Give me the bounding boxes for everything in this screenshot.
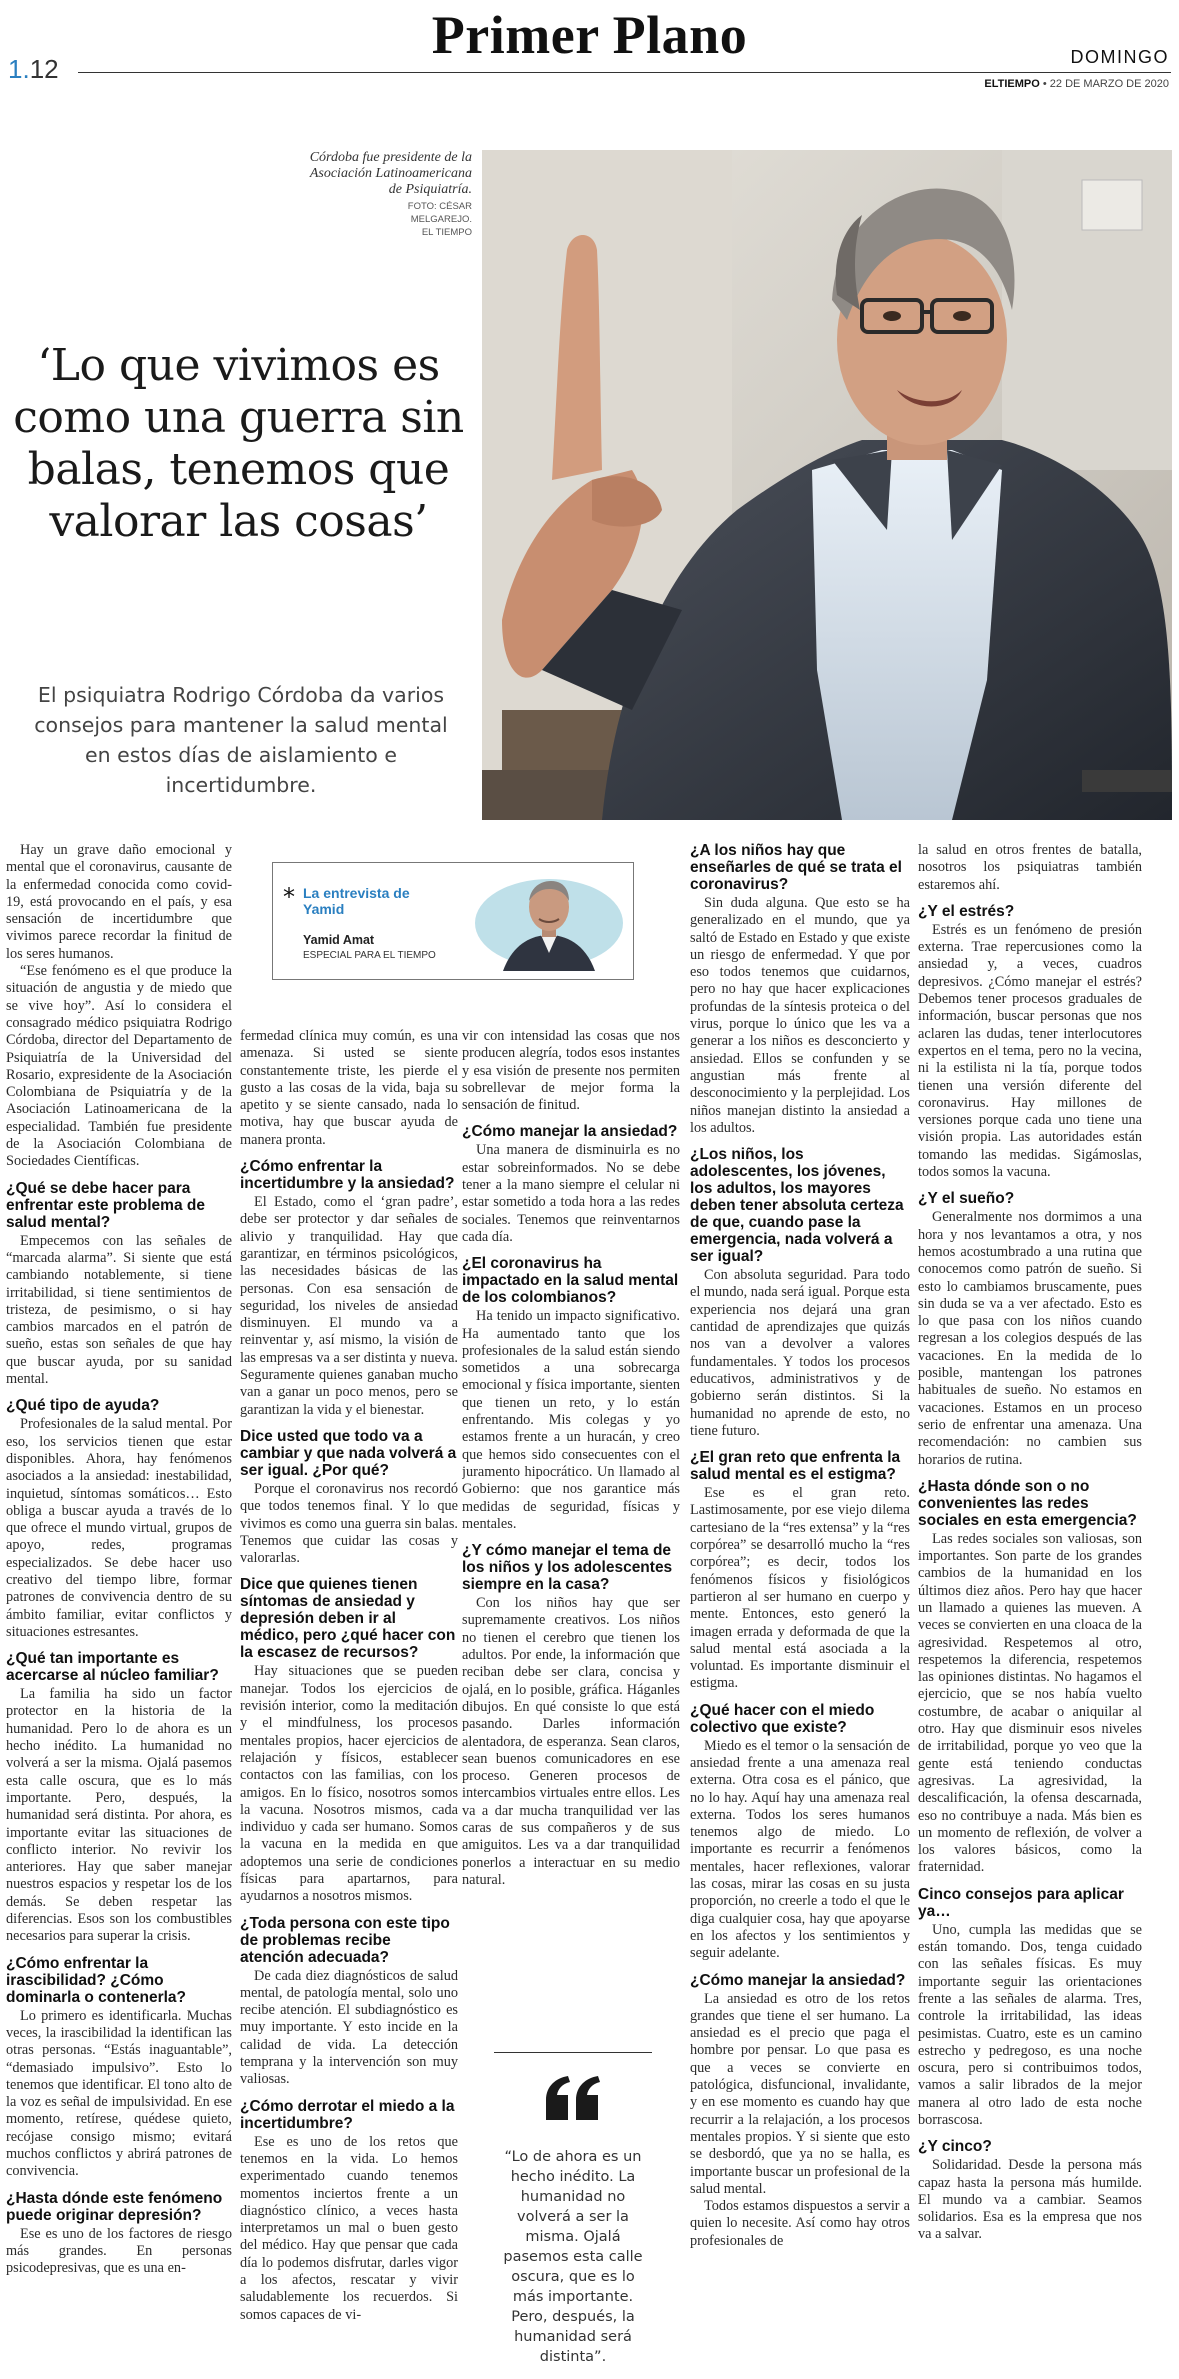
answer-paragraph: Uno, cumpla las medidas que se están tomando. Dos, tenga cuidado con las señales físicas. Es muy importante seguir las orientaciones frente a las señales de alarma. Tres, controle la irritabilidad, las ideas pesimistas. Cuatro, este es un camino estrecho y pedregoso, es una noche oscura, pero si contribuimos todos, vamos a salir librados de la mejor manera al otro lado de esta noche borrascosa. bbox=[918, 1921, 1142, 2128]
answer-paragraph: Con los niños hay que ser supremamente creativos. Los niños no tienen el cerebro que tienen los adultos. Por ende, la información que reciban debe ser clara, concisa y ojalá, en lo posible, gráfica. Háganles dibujos. En qué consiste lo que está pasando. Darles información alentadora, de esperanza. Sean claros, sean buenos comunicadores en ese proceso. Generen procesos de intercambios virtuales entre ellos. Les va a dar mucha tranquilidad ver las caras de sus compañeros y de sus amiguitos. Les va a dar tranquilidad ponerlos a interactuar en su medio natural. bbox=[462, 1595, 680, 1888]
answer-paragraph: Generalmente nos dormimos a una hora y nos levantamos a otra, y nos hemos acostumbrado a una rutina que conocemos como patrón de sueño. Si esto lo cambiamos bruscamente, pues sin duda se va a ver afectado. Esto es lo que pasa con los niños cuando regresan a los colegios después de las vacaciones. En la medida de lo posible, mantengan los patrones habituales de sueño. No estamos en vacaciones. Estamos en un proceso serio de enfrentar una amenaza. Una recomendación: no cambien sus horarios de rutina. bbox=[918, 1209, 1142, 1468]
pull-quote-text: “Lo de ahora es un hecho inédito. La humanidad no volverá a ser la misma. Ojalá pasemos esta calle oscura, que es lo más importante. Pero, después, la humanidad será distinta”. bbox=[503, 2149, 643, 2365]
answer-paragraph: La familia ha sido un factor protector en la historia de la humanidad. Pero lo de ahora es un hecho inédito. La humanidad no volverá a ser la misma. Ojalá pasemos esta calle oscura, que es lo más importante. Pero, después, la humanidad será distinta. Por ahora, es importante evitar las situaciones de conflicto interior. No revivir los anteriores. Hay que saber manejar nuestros espacios y respetar los de los demás. Se deben respetar las diferencias. Esos son los combustibles necesarios para superar la crisis. bbox=[6, 1686, 232, 1945]
dek: El psiquiatra Rodrigo Córdoba da varios consejos para mantener la salud mental en estos días de aislamiento e incertidumbre. bbox=[34, 683, 448, 797]
photo-credit bbox=[300, 200, 472, 239]
answer-paragraph: Hay un grave daño emocional y mental que el coronavirus, causante de la enfermedad conocida como covid-19, está provocando en el país, y esa sensación de incertidumbre que vivimos parece recordar la finitud de los seres humanos. bbox=[6, 842, 232, 962]
answer-paragraph: Porque el coronavirus nos recordó que todos tenemos final. Y lo que vivimos es como una guerra sin balas. Tenemos que cuidar las cosas y valorarlas. bbox=[240, 1480, 458, 1567]
credit-line: EL TIEMPO bbox=[421, 227, 472, 238]
answer-paragraph: Profesionales de la salud mental. Por eso, los servicios tienen que estar disponibles. Ahora, hay fenómenos asociados a la ansiedad: inestabilidad, inquietud, síntomas somáticos… Esto obliga a buscar ayuda a través de lo que ofrece el mundo virtual, grupos de apoyo, redes, programas especializados. Se debe hacer uso creativo del tiempo libre, formar patrones de convivencia dentro de su ámbito familiar, evitar conflictos y situaciones estresantes. bbox=[6, 1416, 232, 1640]
answer-paragraph: Ese es uno de los retos que tenemos en la vida. Lo hemos experimentado cuando tenemos momentos inciertos frente a un diagnóstico clínico, a veces hasta interpretamos un mal o buen gesto del médico. Hay que pensar que cada día lo podemos disfrutar, darles vigor a los afectos, rescatar y vivir saludablemente los recuerdos. Si somos capaces de vi- bbox=[240, 2133, 458, 2323]
section-title: Primer Plano bbox=[431, 5, 748, 65]
answer-paragraph: Ha tenido un impacto significativo. Ha aumentado tanto que los profesionales de la salud están siendo sometidos a una sobrecarga emocional y física importante, sienten que tienen un reto, y lo están enfrentando. Mis colegas y yo estamos frente a un huracán, y creo que hemos sido consecuentes con el juramento hipocrático. Un llamado al Gobierno: que nos garantice más medidas de seguridad, físicas y mentales. bbox=[462, 1308, 680, 1532]
caption-text: Córdoba fue presidente de la Asociación Latinoamericana de Psiquiatría. bbox=[309, 150, 472, 197]
answer-paragraph: Estrés es un fenómeno de presión externa. Trae repercusiones como la ansiedad y, a veces, cuadros depresivos. ¿Cómo manejar el estrés? Debemos tener procesos graduales de información, buscar personas que nos aclaren las dudas, tener interlocutores expertos en el tema, pero no la vecina, ni la estilista ni la tía, porque todos tienen una versión diferente del coronavirus. Hay millones de versiones porque cada uno tiene una visión propia. Las autoridades están tomando las medidas. Sigámoslas, todos somos la vacuna. bbox=[918, 921, 1142, 1181]
author-role: ESPECIAL PARA EL TIEMPO bbox=[303, 950, 436, 961]
question-heading: ¿Qué hacer con el miedo colectivo que existe? bbox=[690, 1701, 875, 1736]
quote-rule bbox=[494, 2052, 652, 2053]
headline: ‘Lo que vivimos es como una guerra sin balas, tenemos que valorar las cosas’ bbox=[13, 340, 464, 547]
answer-paragraph: La ansiedad es otro de los retos grandes que tiene el ser humano. La ansiedad es el precio que paga el hombre por pensar. Lo que pasa es que a veces se convierte en patológica, disfuncional, invalidante, y en ese momento es cuando hay que recurrir a la relajación, a los procesos mentales propios. Y si siente que esto se desbordó, que ya no se halla, es importante buscar un profesional de la salud mental. bbox=[690, 1990, 910, 2197]
answer-paragraph: Una manera de disminuirla es no estar sobreinformados. No se debe tener a la mano siempre el celular ni estar sometido a toda hora a las redes sociales. Tenemos que reinventarnos cada día. bbox=[462, 1142, 680, 1245]
question-heading: ¿Cómo enfrentar la irascibilidad? ¿Cómo dominarla o contenerla? bbox=[6, 1954, 187, 2006]
page-prefix: 1. bbox=[8, 54, 30, 84]
quote-mark-icon bbox=[542, 2072, 604, 2124]
answer-paragraph: Todos estamos dispuestos a servir a quien lo necesite. Así como hay otros profesionales de bbox=[690, 2198, 910, 2249]
answer-paragraph: Las redes sociales son valiosas, son importantes. Son parte de los grandes cambios de la humanidad en los últimos diez años. Pero hay que hacer un llamado a quienes las mueven. A veces se convierten en una cloaca de la agresividad. Respetemos al otro, respetemos la diferencia, respetemos las opiniones distintas. No hagamos el ejercicio, que se nos había vuelto costumbre, de acabar o aniquilar al otro. Hay que disminuir esos niveles de irritabilidad, porque yo veo que la gente está teniendo conductas agresivas. La agresividad, la descalificación, la ofensa descarnada, eso no contribuye a nada. Más bien es un momento de reflexión, de volver a los valores básicos, como la fraternidad. bbox=[918, 1530, 1142, 1876]
answer-paragraph: Empecemos con las señales de “marcada alarma”. Si siente que está cambiando notablemente, si tiene irritabilidad, si tiene sentimientos de tristeza, de pesimismo, o si hay cambios marcados en el patrón de sueño, estas son señales de que hay que buscar ayuda, por su sanidad mental. bbox=[6, 1232, 232, 1388]
publication-date bbox=[984, 78, 1169, 90]
question-heading: ¿El gran reto que enfrenta la salud mental es el estigma? bbox=[690, 1449, 901, 1484]
question-heading: ¿Qué tan importante es acercarse al núcleo familiar? bbox=[6, 1650, 219, 1685]
question-heading: ¿Qué tipo de ayuda? bbox=[6, 1397, 160, 1415]
day-label: DOMINGO bbox=[1070, 47, 1169, 67]
question-heading: ¿Y cinco? bbox=[918, 2138, 992, 2156]
date-label: • 22 DE MARZO DE 2020 bbox=[1042, 78, 1169, 90]
answer-paragraph: la salud en otros frentes de batalla, nosotros los psiquiatras también estaremos ahí. bbox=[918, 842, 1142, 893]
question-heading: ¿Los niños, los adolescentes, los jóvenes, los adultos, los mayores deben tener absoluta certeza de que, cuando pase la emergencia, nada volverá a ser igual? bbox=[690, 1146, 904, 1266]
answer-paragraph: fermedad clínica muy común, es una amenaza. Si usted se siente constantemente triste, les pierde el gusto a las cosas de la vida, baja su apetito y se siente cansado, nada lo motiva, hay que buscar ayuda de manera pronta. bbox=[240, 1028, 458, 1148]
question-heading: Dice usted que todo va a cambiar y que nada volverá a ser igual. ¿Por qué? bbox=[240, 1427, 457, 1479]
photo-caption bbox=[300, 150, 472, 239]
author-name: Yamid Amat bbox=[303, 933, 375, 947]
pull-quote bbox=[494, 2052, 652, 2372]
question-heading: ¿Toda persona con este tipo de problemas recibe atención adecuada? bbox=[240, 1914, 450, 1966]
interview-series-box bbox=[272, 862, 634, 980]
question-heading: ¿Hasta dónde este fenómeno puede originar depresión? bbox=[6, 2189, 223, 2224]
answer-paragraph: Solidaridad. Desde la persona más capaz hasta la persona más humilde. El mundo va a cambiar. Seamos solidarios. Esa es la empresa que nos va a salvar. bbox=[918, 2157, 1142, 2243]
article-column-4 bbox=[690, 842, 910, 2374]
question-heading: ¿Y cómo manejar el tema de los niños y los adolescentes siempre en la casa? bbox=[462, 1542, 673, 1594]
question-heading: ¿El coronavirus ha impactado en la salud mental de los colombianos? bbox=[462, 1255, 679, 1307]
credit-line: MELGAREJO. bbox=[410, 214, 472, 225]
question-heading: ¿Qué se debe hacer para enfrentar este problema de salud mental? bbox=[6, 1179, 205, 1231]
answer-paragraph: Hay situaciones que se pueden manejar. Todos los ejercicios de revisión interior, como la meditación y el mindfulness, los procesos mentales propios, hacer ejercicios de relajación y físicos, establecer contactos con las familias, con los amigos. En lo físico, nosotros somos la vacuna. Nosotros mismos, cada individuo y cada ser humano. Somos la vacuna en la medida en que adoptemos una serie de condiciones físicas para apartarnos, para ayudarnos a nosotros mismos. bbox=[240, 1663, 458, 1905]
question-heading: Cinco consejos para aplicar ya… bbox=[918, 1885, 1124, 1920]
header-rule bbox=[78, 72, 1171, 73]
answer-paragraph: Sin duda alguna. Que esto se ha generalizado en el mundo, que ya saltó de Estado en Estado y que existe un riesgo de enfermedad. Y que por eso todos tenemos que cuidarnos, pero no hay que hacer explicaciones profundas de la síntesis proteica o del virus, porque lo único que les va a generar a los niños es desconcierto y ansiedad. Ellos se confunden y se angustian más frente al desconocimiento y la perplejidad. Los niños manejan distinto la ansiedad a los adultos. bbox=[690, 895, 910, 1136]
publication-name: ELTIEMPO bbox=[984, 78, 1040, 90]
series-tag: La entrevista de Yamid bbox=[303, 885, 410, 917]
question-heading: ¿A los niños hay que enseñarles de qué se trata el coronavirus? bbox=[690, 842, 902, 893]
article-column-1 bbox=[6, 842, 232, 2374]
answer-paragraph: Ese es el gran reto. Lastimosamente, por ese viejo dilema cartesiano de la “res extensa” y la “res corpórea” se desarrolló mucho la “res corpórea”; es decir, todos los fenómenos físicos y fisiológicos partieron al ser humano en cuerpo y mente. Entonces, esto generó la imagen errada y deformada de que la salud mental está asociada a la voluntad. Es importante disminuir el estigma. bbox=[690, 1485, 910, 1692]
question-heading: ¿Cómo enfrentar la incertidumbre y la ansiedad? bbox=[240, 1158, 455, 1193]
answer-paragraph: vir con intensidad las cosas que nos producen alegría, todos esos instantes y esa visión de presente nos permiten sobrellevar de mejor forma la sensación de finitud. bbox=[462, 1028, 680, 1114]
interviewee-photo bbox=[482, 150, 1172, 820]
page-number bbox=[8, 54, 59, 85]
answer-paragraph: El Estado, como el ‘gran padre’, debe ser protector y dar señales de alivio y tranquilidad. Hay que garantizar, en términos psicológicos, las necesidades básicas de las personas. Con esa sensación de seguridad, los niveles de ansiedad disminuyen. El mundo va a reinventar y, así mismo, la visión de las empresas va a ser distinta y nueva. Seguramente quienes ganaban mucho van a ganar un poco menos, pero se garantizan la vida y el bienestar. bbox=[240, 1194, 458, 1418]
credit-line: FOTO: CÉSAR bbox=[407, 201, 472, 212]
answer-paragraph: Con absoluta seguridad. Para todo el mundo, nada será igual. Porque esta experiencia nos dejará una gran cantidad de aprendizajes que quizás nos van a devolver a valores fundamentales. Y todos los procesos educativos, administrativos y de gobierno serán distintos. Si la humanidad no aprende de esto, no tiene futuro. bbox=[690, 1267, 910, 1439]
answer-paragraph: “Ese fenómeno es el que produce la situación de angustia y de miedo que se vive hoy”. Así lo considera el consagrado médico psiquiatra Rodrigo Córdoba, director del Departamento de Psiquiatría de la Universidad del Rosario, expresidente de la Asociación Colombiana de Psiquiatría y de la Asociación Latinoamericana de la especialidad. También fue presidente de la Asociación Colombiana de Sociedades Científicas. bbox=[6, 963, 232, 1170]
question-heading: Dice que quienes tienen síntomas de ansiedad y depresión deben ir al médico, pero ¿qué hacer con la escasez de recursos? bbox=[240, 1576, 456, 1662]
asterisk-icon: * bbox=[283, 883, 295, 911]
question-heading: ¿Cómo manejar la ansiedad? bbox=[690, 1971, 906, 1989]
question-heading: ¿Y el sueño? bbox=[918, 1190, 1015, 1208]
answer-paragraph: De cada diez diagnósticos de salud mental, de patología mental, solo uno recibe atención. El subdiagnóstico es muy importante. Y esto incide en la calidad de vida. La detección temprana y la intervención son muy valiosas. bbox=[240, 1967, 458, 2088]
answer-paragraph: Lo primero es identificarla. Muchas veces, la irascibilidad la identifican las otras personas. “Estás inaguantable”, “demasiado impulsivo”. Esto lo tenemos que identificar. El tono alto de la voz es señal de impulsividad. En ese momento, retírese, quédese quieto, recójase consigo mismo; evitará muchos conflictos y abrirá patrones de convivencia. bbox=[6, 2007, 232, 2180]
question-heading: ¿Y el estrés? bbox=[918, 902, 1015, 920]
author-portrait bbox=[473, 873, 625, 971]
page-number-value: 12 bbox=[29, 54, 59, 84]
question-heading: ¿Hasta dónde son o no convenientes las redes sociales en esta emergencia? bbox=[918, 1477, 1137, 1529]
article-column-5 bbox=[918, 842, 1142, 2372]
question-heading: ¿Cómo manejar la ansiedad? bbox=[462, 1123, 678, 1141]
answer-paragraph: Ese es uno de los factores de riesgo más grandes. En personas psicodepresivas, que es una en- bbox=[6, 2225, 232, 2277]
question-heading: ¿Cómo derrotar el miedo a la incertidumbre? bbox=[240, 2097, 455, 2132]
article-column-2 bbox=[240, 1028, 458, 2374]
answer-paragraph: Miedo es el temor o la sensación de ansiedad frente a una amenaza real externa. Otra cosa es el pánico, que no lo hay. Aquí hay una amenaza real externa. Todos los seres humanos tenemos algo de miedo. Lo importante es recurrir a fenómenos mentales, hacer reflexiones, valorar las cosas, mirar las cosas en su justa proporción, no creerle a todo el que le diga cualquier cosa, hay que apoyarse en los afectos y los sentimientos y seguir adelante. bbox=[690, 1737, 910, 1962]
